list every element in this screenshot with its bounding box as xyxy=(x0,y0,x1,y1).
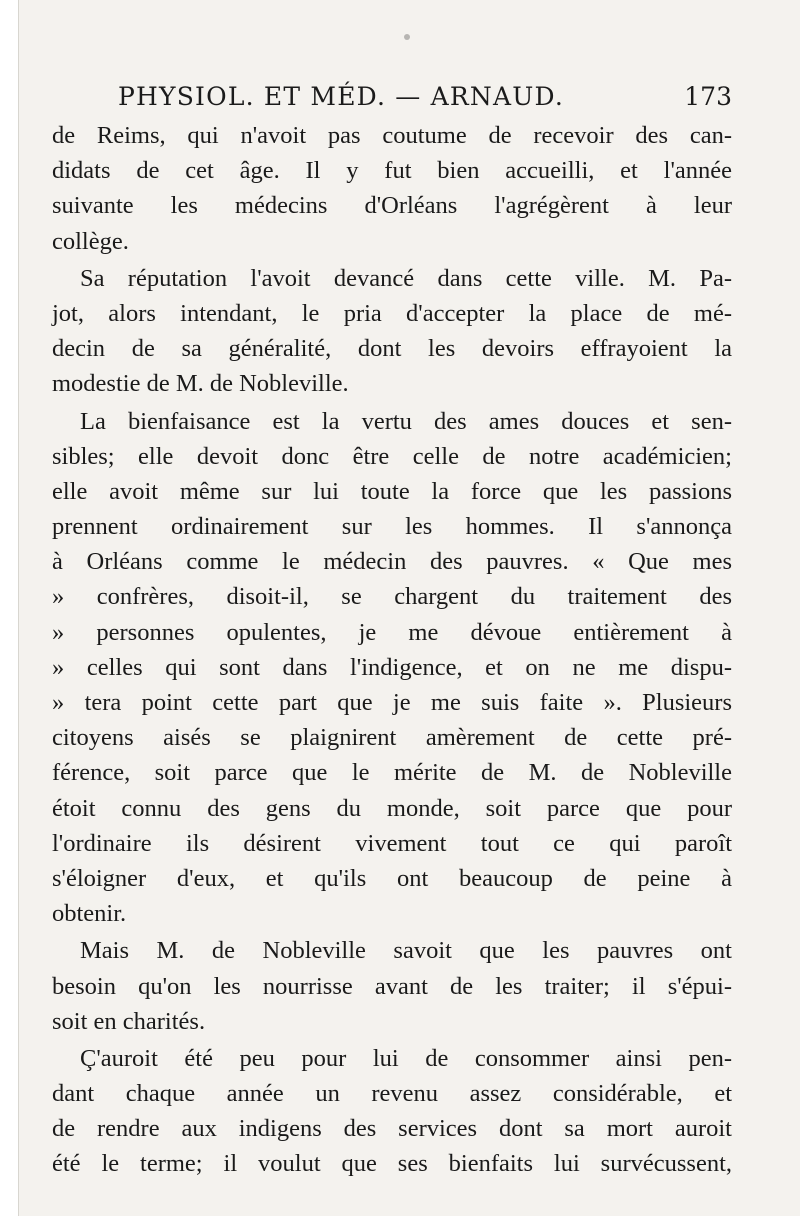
text-line: obtenir. xyxy=(52,900,127,928)
page-number: 173 xyxy=(684,82,732,111)
text-line: » celles qui sont dans l'indigence, et on ne me dispu- xyxy=(52,653,732,681)
text-line: Mais M. de Nobleville savoit que les pauvres ont xyxy=(80,937,732,965)
paragraph xyxy=(52,118,732,259)
text-line: elle avoit même sur lui toute la force que les passions xyxy=(52,477,732,505)
text-line: prennent ordinairement sur les hommes. Il s'annonça xyxy=(52,513,732,541)
text-line: jot, alors intendant, le pria d'accepter la place de mé- xyxy=(52,299,732,327)
running-header xyxy=(118,82,732,116)
text-line: l'ordinaire ils désirent vivement tout ce qui paroît xyxy=(52,829,732,857)
text-line: modestie de M. de Nobleville. xyxy=(52,370,349,398)
text-line: de Reims, qui n'avoit pas coutume de recevoir des can- xyxy=(52,122,732,149)
text-line: besoin qu'on les nourrisse avant de les traiter; il s'épui- xyxy=(52,972,732,1000)
text-line: soit en charités. xyxy=(52,1007,206,1035)
text-line: La bienfaisance est la vertu des ames douces et sen- xyxy=(80,407,732,435)
paragraph xyxy=(52,261,732,402)
paragraph xyxy=(52,1041,732,1182)
paragraph xyxy=(52,404,732,932)
text-line: citoyens aisés se plaignirent amèrement de cette pré- xyxy=(52,724,732,752)
ink-speck xyxy=(404,34,410,40)
text-line: » personnes opulentes, je me dévoue entièrement à xyxy=(52,618,732,646)
text-line: Ç'auroit été peu pour lui de consommer ainsi pen- xyxy=(80,1044,732,1072)
text-line: sibles; elle devoit donc être celle de notre académicien; xyxy=(52,442,732,470)
text-line: dant chaque année un revenu assez considérable, et xyxy=(52,1080,732,1108)
text-line: decin de sa généralité, dont les devoirs effrayoient la xyxy=(52,335,732,363)
paragraph xyxy=(52,933,732,1039)
text-line: suivante les médecins d'Orléans l'agrégèrent à leur xyxy=(52,192,732,220)
text-line: didats de cet âge. Il y fut bien accueilli, et l'année xyxy=(52,157,732,185)
text-line: étoit connu des gens du monde, soit parce que pour xyxy=(52,794,732,822)
text-line: été le terme; il voulut que ses bienfaits lui survécussent, xyxy=(52,1150,732,1178)
running-title: PHYSIOL. ET MÉD. — ARNAUD. xyxy=(118,82,565,111)
page-left-margin xyxy=(0,0,19,1216)
text-line: de rendre aux indigens des services dont sa mort auroit xyxy=(52,1115,732,1143)
text-line: collège. xyxy=(52,227,129,255)
body-text xyxy=(52,118,732,1182)
text-line: Sa réputation l'avoit devancé dans cette ville. M. Pa- xyxy=(80,264,732,292)
text-line: s'éloigner d'eux, et qu'ils ont beaucoup de peine à xyxy=(52,864,732,892)
text-line: férence, soit parce que le mérite de M. de Nobleville xyxy=(52,759,732,787)
text-line: à Orléans comme le médecin des pauvres. « Que mes xyxy=(52,548,732,576)
text-line: » tera point cette part que je me suis faite ». Plusieurs xyxy=(52,689,732,716)
text-line: » confrères, disoit-il, se chargent du traitement des xyxy=(52,583,732,611)
